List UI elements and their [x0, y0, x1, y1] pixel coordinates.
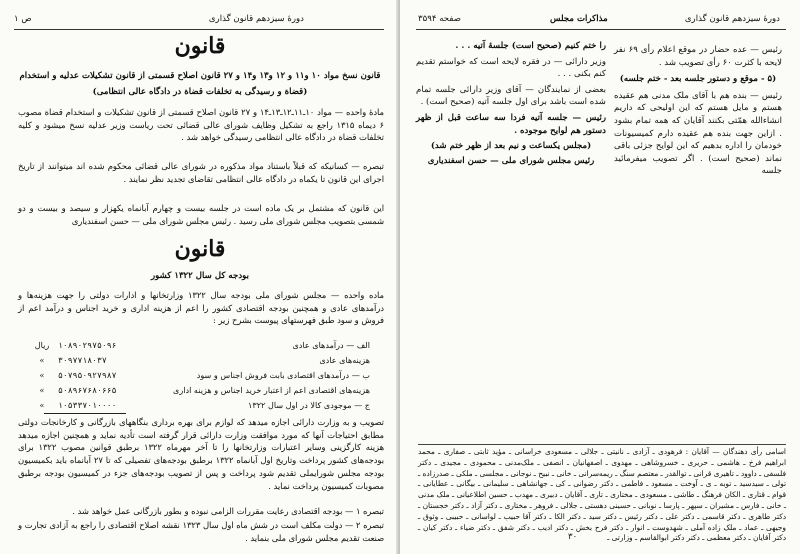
law2-subtitle: بودجه کل سال ۱۳۲۲ کشور	[150, 271, 250, 281]
budget-row-amount: ۳۰۹۷۷۱۸۰۳۷	[58, 355, 107, 365]
session-adjourned: (مجلس یکساعت و نیم بعد از ظهر ختم شد)	[430, 141, 592, 152]
law2-note-1: تبصره ۱ — بودجه اقتصادی رعایت مقررات الزامی نبوده و بطور بازرگانی عمل خواهد شد .	[72, 506, 384, 516]
minutes-line: رئیس — جلسه آتیه فردا سه ساعت قبل از ظهر دستور هم لوایح موجوده .	[416, 112, 606, 136]
budget-row-amount: ۵۰۷۹۵۰۹۲۷۹۸۷	[58, 370, 117, 380]
budget-row-currency: ریال	[34, 340, 50, 350]
right-page	[400, 0, 800, 554]
law1-article: مادهٔ واحده — مواد ۱۰ـ۱۱ـ۱۲ـ۱۳ـ۱۴ و ۲۷ قانون اصلاح قسمتی از قانون تشکیلات و استخدام قضاة مصوب ۶ دیماه ۱۳۱۵ راجع به تشکیل وظایف شورای عالی قضائی تحت ریاست وزیر عدلیه نسخ میشود و کلیه تخلفات قضاة در دادگاه عالی انتظامی رسیدگی خواهد شد .	[18, 107, 385, 143]
minutes-line: وزیر دارائی — در فقره لایحه است که خواستم تقدیم کنم بکنی . . .	[416, 56, 606, 80]
budget-row-amount: ۱۰۵۳۳۷۰۱۰۰۰۰	[58, 400, 117, 410]
budget-row-label: ب — درآمدهای اقتصادی بابت فروش اجناس و سود	[196, 370, 370, 380]
budget-row-label: ج — موجودی کالا در اول سال ۱۳۲۲	[248, 400, 370, 410]
law2-body: تصویب و به وزارت دارائی اجازه میدهد که لوازم برای بهره برداری بنگاههای بازرگانی و کارخانجات دولتی مطابق احتیاجات آنها که مورد موافقت وزارت دارائی قرار گرفته است تأدیه نماید و همچنین اجازه میدهد هزینه کارگزینی وسایر اعتبارات وزارتخانها را تا آخر مهرماه ۱۳۲۲ برطبق قوانین مصوب ۱۳۲۲ برای بودجه‌های کشور پرداخت وتاریخ اول آبانماه ۱۳۲۲ برطبق بودجه‌های تفصیلی که تا ۲۷ آبانماه باید بکمیسیون بودجه مجلس شورایملی تقدیم شود پرداخت و پس از تصویب بودجه‌های جزء در کمیسیون بودجه برطبق مصوبات کمیسیون پرداخت نماید .	[18, 417, 385, 491]
left-header-page-label: ص ۱	[14, 14, 32, 24]
minutes-paragraph: رئیس — بنده هم با آقای ملک مدنی هم عقیده هستم و مایل هستم که این اولیحی که داریم انشاءالله همّتی بکنند آقایان که همه تمام بشود . ازاین جهت بنده هم عقیده دارم کمیسیونات خودمان را اداره بدهیم که این لوایح جزئی باقی نماند (صحیح است) . اگر تصویب میفرمائید جلسه	[614, 90, 782, 177]
law1-subtitle: قانون نسخ مواد ۱۰ و۱۱ و ۱۲ و۱۳ و۱۴ و ۲۷ قانون اصلاح قسمتی از قانون تشکیلات عدلیه و استخدام	[19, 71, 381, 81]
budget-total-rule	[44, 413, 126, 414]
speaker-signature: رئیس مجلس شورای ملی — حسن اسفندیاری	[427, 155, 595, 166]
right-header-center-label: مذاکرات مجلس	[550, 14, 608, 24]
left-header-rule	[14, 29, 384, 30]
budget-row-amount: ۵۰۸۹۶۷۶۸۰۶۶۵	[58, 385, 117, 395]
budget-row	[30, 370, 370, 383]
law1-note: تبصره — کسانیکه که قبلاً باستناد مواد مذکوره در شورای عالی قضائی محکوم شده اند میتوانند از تاریخ اجرای این قانون تا یکماه در دادگاه عالی انتظامی تقاضای تجدید نظر نمایند .	[18, 161, 384, 184]
law2-title: قانون	[174, 236, 226, 262]
budget-row-amount: ۱۰۸۹۰۲۹۷۵۰۹۶	[58, 340, 117, 350]
law2-intro: ماده واحده — مجلس شورای ملی بودجه سال ۱۳۲۲ وزارتخانها و ادارات دولتی را جهت هزینه‌ها و درآمدهای عادی و همچنین بودجه اقتصادی کشور را اعم از هزینه اداری و خرید اجناس و درآمد اعم از فروش و سود طبق فهرستهای پیوست بشرح زیر :	[18, 290, 384, 326]
right-header-left-label: دورهٔ سیزدهم قانون گذاری	[684, 14, 780, 24]
left-header-title: دورهٔ سیزدهم قانون گذاری	[208, 14, 304, 24]
budget-row	[30, 385, 370, 398]
law1-subtitle-parenthetical: (قضاة و رسیدگی به تخلفات قضاة در دادگاه عالی انتظامی)	[92, 87, 308, 97]
budget-row	[30, 355, 370, 368]
budget-row-label: الف — درآمدهای عادی	[292, 340, 370, 350]
names-rule	[418, 444, 786, 445]
budget-row	[30, 340, 370, 353]
budget-row-label: هزینه‌های عادی	[319, 355, 370, 365]
budget-row-label: هزینه‌های اقتصادی اعم از اعتبار خرید اجناس و هزینه اداری	[173, 385, 370, 395]
budget-row-currency: »	[39, 370, 45, 380]
left-column	[416, 40, 606, 167]
minutes-line: بعضی از نمایندگان — آقای وزیر دارائی جلسه تمام شده است باشد برای اول جلسه آتیه (صحیح است) .	[416, 84, 606, 108]
budget-row-currency: »	[39, 355, 45, 365]
law2-note-2: تبصره ۲ — دولت مکلف است در شش ماه اول سال ۱۳۲۳ نقشه اصلاح اقتصادی را راجع به آزادی تجارت و صنعت تقدیم مجلس شورای ملی بنماید .	[18, 520, 384, 543]
budget-row-currency: »	[39, 385, 45, 395]
budget-row-currency: »	[39, 400, 45, 410]
minutes-heading: (۵ - موقع و دستور جلسه بعد - ختم جلسه)	[619, 74, 777, 85]
right-column	[614, 44, 782, 178]
law1-enactment: این قانون که مشتمل بر یک ماده است در جلسه بیست و چهارم آبانماه یکهزار و سیصد و بیست و دو شمسی بتصویب مجلس شورای ملی رسید . رئیس مجلس شورای ملی — حسن اسفندیاری	[18, 203, 384, 226]
law1-title: قانون	[174, 33, 226, 59]
minutes-line: را ختم کنیم (صحیح است) جلسهٔ آتیه . . .	[455, 41, 606, 51]
voters-names-list: اسامی رأی دهندگان — آقایان : فرهودی ـ آزادی ـ نانیتی ـ جلالی ـ مسعودی خراسانی ـ مؤید ثابتی ـ صفاری ـ محمد ابراهیم فرخ ـ هاشمی ـ حریری ـ خسروشاهی ـ مهدوی ـ اصفهانیان ـ انصفی ـ ملک‌مدنی ـ محمودی ـ مجیدی ـ دکتر فلسفی ـ داوود ـ تاهیری قرانی ـ توالقدر ـ معتصم سنگ ـ ریمه‌سرانی ـ خانی ـ نبیح ـ نوجانی ـ مجلسی ـ ملکی ـ صدرزاده ـ تولی ـ سیدسید ـ توبه ـ ی ـ آوخت ـ مسعود ـ فاطمی ـ دکتر رضوانی ـ کی ـ جهانشاهی ـ سلیمانی ـ بیگانی ـ عطایانی ـ قوام ـ قتاری ـ الکان فرهنگ ـ طاشی ـ مسعودی ـ مختاری ـ تاری ـ آقایان ـ دبیری ـ مهدب ـ حسین اطلاعیانی ـ ملک مدنی ـ خانی ـ فارس ـ مشیران ـ سپهر ـ پارسا ـ نوبانی ـ حسینی دهستی ـ جلالی ـ فروهر ـ مختاری ـ دکتر آزاد ـ دکتر خجستان ـ دکتر طاهری ـ دکتر قاسمی ـ دکتر علی ـ دکتر رئیس ـ دکتر سید ـ دکتر الکا ـ دکتر آقا حبیب ـ لواسانی ـ حبیبی ـ وثوق ـ وجیهی ـ عماد ـ ملک زاده آملی ـ شهدوست ـ انوار ـ دکتر فرح بخش ـ دکتر ادیب ـ دکتر شفق ـ دکتر ضیاء ـ دکتر کیان ـ دکتر آقایان ـ دکتر معظمی ـ دکتر دکتر ابوالقاسم ـ وزارتی ـ	[418, 447, 786, 543]
minutes-paragraph: رئیس — عده حضار در موقع اعلام رأی ۶۹ نفر لایحه با کثرت ۶۰ رأی تصویب شد .	[614, 45, 782, 68]
right-header-right-label: صفحه ۳۵۹۴	[418, 14, 461, 24]
page-number: ۳۰	[568, 532, 578, 542]
right-header-rule	[416, 29, 786, 30]
budget-row	[30, 400, 370, 413]
